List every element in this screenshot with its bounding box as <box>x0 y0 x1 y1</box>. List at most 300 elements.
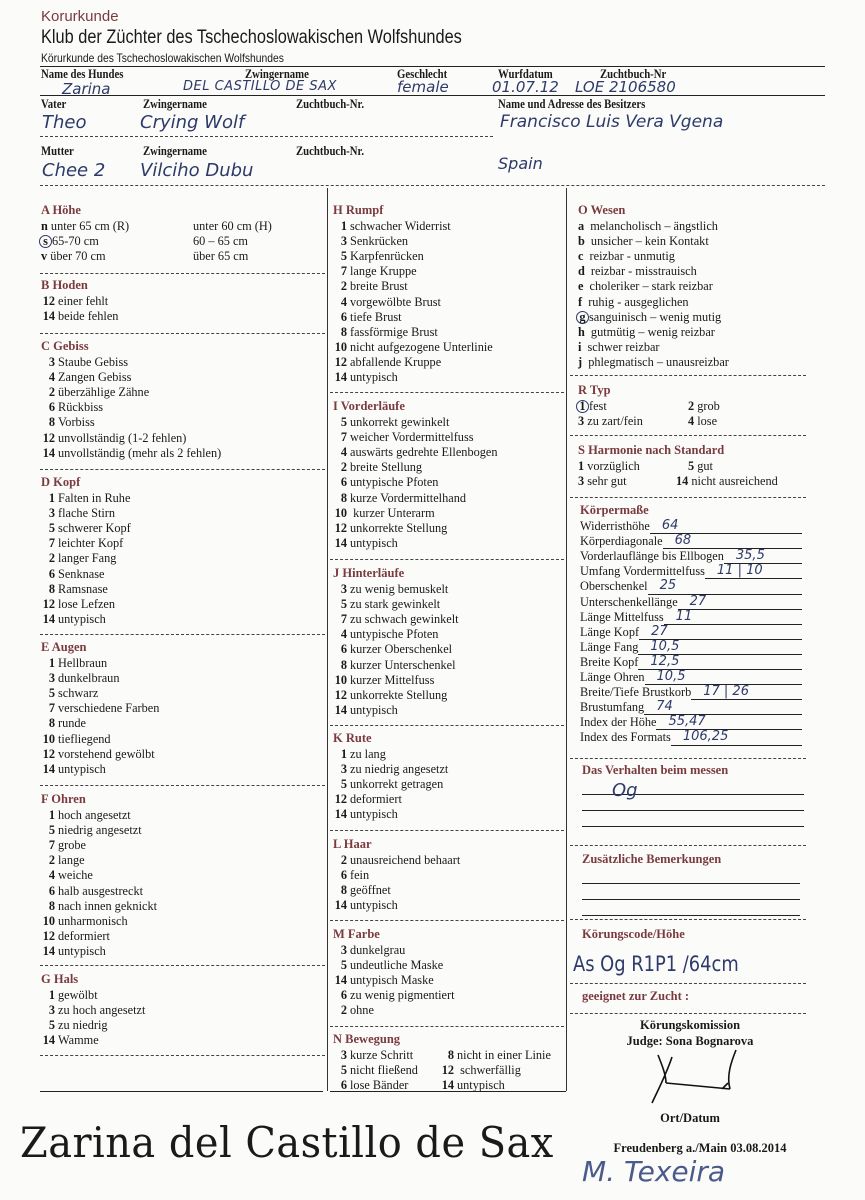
option-text: Falten in Ruhe <box>58 491 131 506</box>
option-item[interactable] <box>41 808 157 823</box>
option-item[interactable] <box>333 310 493 325</box>
measurement-label: Index der Höhe <box>580 715 657 730</box>
option-item[interactable] <box>41 536 131 551</box>
option-item[interactable] <box>41 823 157 838</box>
option-item[interactable] <box>333 264 493 279</box>
option-item[interactable] <box>333 1003 455 1018</box>
measurement-field[interactable] <box>648 578 802 595</box>
option-item[interactable] <box>333 688 459 703</box>
option-text: überzählige Zähne <box>58 385 150 400</box>
option-item[interactable] <box>578 295 729 310</box>
father-name-value: Theo <box>42 112 87 133</box>
section-divider <box>330 1026 564 1027</box>
option-text: unvollständig (mehr als 2 fehlen) <box>58 445 222 460</box>
measurement-label: Länge Mittelfuss <box>580 609 664 624</box>
option-item[interactable] <box>333 295 493 310</box>
option-text: nicht fließend <box>350 1063 418 1078</box>
measurement-field[interactable] <box>671 729 802 746</box>
option-item[interactable] <box>333 792 448 807</box>
option-code: 5 <box>340 597 347 612</box>
measurement-value: 10,5 <box>650 638 680 654</box>
option-text: halb ausgestreckt <box>58 883 144 898</box>
option-item[interactable] <box>41 988 145 1003</box>
option-item[interactable] <box>333 958 455 973</box>
measurement-label: Länge Fang <box>580 639 639 654</box>
option-item[interactable] <box>333 234 493 249</box>
measurement-value: 27 <box>689 593 707 609</box>
option-item[interactable] <box>578 310 729 325</box>
option-item[interactable] <box>333 777 448 792</box>
option-text: reizbar - unmutig <box>589 249 675 264</box>
option-item[interactable] <box>333 325 493 340</box>
owner-name-value: Francisco Luis Vera Vgena <box>500 112 724 132</box>
option-text: ruhig - ausgeglichen <box>588 294 689 309</box>
option-item[interactable] <box>578 264 729 279</box>
option-code: 1 <box>48 491 55 506</box>
column-divider-right <box>566 188 567 1091</box>
document-subtitle: Körurkunde des Tschechoslowakischen Wolfshundes <box>41 51 284 65</box>
option-item[interactable] <box>333 943 455 958</box>
option-item[interactable] <box>333 807 448 822</box>
measurement-value: 12,5 <box>650 653 680 669</box>
option-code: 12 <box>42 294 55 309</box>
option-item[interactable] <box>333 460 498 475</box>
measurement-field[interactable] <box>664 608 802 625</box>
measurement-row <box>580 564 805 579</box>
section-divider <box>570 375 806 376</box>
option-code: e <box>578 279 584 294</box>
option-item[interactable] <box>578 279 729 294</box>
option-code: n <box>41 219 48 234</box>
measurement-row <box>580 549 805 564</box>
option-code: 5 <box>48 1018 55 1033</box>
option-code: 4 <box>340 627 347 642</box>
option-item[interactable] <box>578 325 729 340</box>
section-divider <box>330 559 564 560</box>
option-text: einer fehlt <box>58 294 109 309</box>
measurement-row <box>580 715 805 730</box>
option-item[interactable] <box>333 868 460 883</box>
measurement-row <box>580 640 805 655</box>
document-type-label: Korurkunde <box>41 8 119 25</box>
option-text: lange <box>58 853 85 868</box>
option-item[interactable] <box>578 249 729 264</box>
option-text: unter 65 cm (R) <box>50 219 130 234</box>
option-code: 2 <box>340 1003 347 1018</box>
option-item[interactable] <box>41 914 157 929</box>
option-item[interactable] <box>41 521 131 536</box>
option-code: 5 <box>688 459 695 474</box>
option-text: vorzüglich <box>587 459 640 474</box>
option-text: dunkelgrau <box>350 943 406 958</box>
measurement-label: Unterschenkellänge <box>580 594 678 609</box>
option-code: v <box>41 249 48 264</box>
section-divider <box>40 965 325 966</box>
option-text: über 65 cm <box>193 249 249 264</box>
option-item[interactable] <box>578 234 729 249</box>
option-item[interactable] <box>333 415 498 430</box>
option-code: 5 <box>340 249 347 264</box>
option-code: 3 <box>48 671 55 686</box>
section-title: L Haar <box>333 837 372 851</box>
mother-label: Mutter <box>41 144 74 158</box>
option-code: 12 <box>42 596 55 611</box>
option-item[interactable] <box>41 415 221 430</box>
option-text: nicht aufgezogene Unterlinie <box>350 339 493 354</box>
section-forelegs <box>333 399 498 551</box>
measurement-row <box>580 579 805 594</box>
measurement-label: Körperdiagonale <box>580 534 663 549</box>
option-item[interactable] <box>41 732 159 747</box>
option-code: 6 <box>48 566 55 581</box>
option-item[interactable] <box>41 868 157 883</box>
option-item[interactable] <box>333 883 460 898</box>
option-item[interactable] <box>333 627 459 642</box>
option-code: a <box>578 219 585 234</box>
option-code: 14 <box>334 898 347 913</box>
option-code: 5 <box>340 1063 347 1078</box>
option-item[interactable] <box>333 988 455 1003</box>
option-text: untypisch <box>58 943 106 958</box>
option-code: 1 <box>48 988 55 1003</box>
option-item[interactable] <box>41 355 221 370</box>
option-code: 5 <box>48 686 55 701</box>
option-item[interactable] <box>41 567 131 582</box>
measurement-value: 35,5 <box>735 548 765 564</box>
measurement-field[interactable] <box>650 518 802 534</box>
option-code: 3 <box>578 414 585 429</box>
circled-selection-mark <box>39 235 52 248</box>
option-text: phlegmatisch – unausreizbar <box>588 354 729 369</box>
option-item[interactable] <box>41 762 159 777</box>
option-text: unter 60 cm (H) <box>193 219 272 234</box>
option-text: kurzer Oberschenkel <box>350 642 453 657</box>
option-item[interactable] <box>333 673 459 688</box>
section-testicles <box>41 278 118 324</box>
option-code: 7 <box>340 430 347 445</box>
option-code: 3 <box>340 762 347 777</box>
code-value: As Og R1P1 /64cm <box>573 952 739 976</box>
option-code: 6 <box>48 883 55 898</box>
section-title: D Kopf <box>41 475 81 489</box>
option-text: kurzer Unterarm <box>350 505 435 520</box>
option-item[interactable] <box>41 446 221 461</box>
circled-selection-mark <box>576 311 589 324</box>
option-item[interactable] <box>333 597 459 612</box>
option-text: unkorrekte Stellung <box>350 520 448 535</box>
option-item[interactable] <box>333 279 493 294</box>
option-text: weiche <box>58 868 93 883</box>
option-item[interactable] <box>41 400 221 415</box>
option-code: 6 <box>340 1078 347 1093</box>
option-item[interactable] <box>41 686 159 701</box>
option-text: unsicher – kein Kontakt <box>590 234 709 249</box>
measurement-value: 17 | 26 <box>703 684 749 700</box>
option-text: gutmütig – wenig reizbar <box>590 324 715 339</box>
option-item[interactable] <box>333 973 455 988</box>
option-text: schwacher Widerrist <box>350 219 451 234</box>
section-divider <box>570 919 806 920</box>
option-item[interactable] <box>333 658 459 673</box>
measurement-row <box>580 655 805 670</box>
option-code: 14 <box>334 535 347 550</box>
section-divider <box>570 1013 806 1014</box>
option-code: 6 <box>340 309 347 324</box>
option-text: deformiert <box>58 928 110 943</box>
dog-birth-value: 01.07.12 <box>492 78 559 96</box>
place-date-label: Ort/Datum <box>660 1111 720 1125</box>
option-code: 2 <box>48 551 55 566</box>
section-eyes <box>41 640 159 777</box>
option-code: 1 <box>578 459 585 474</box>
option-text: Senkrücken <box>350 234 409 249</box>
behavior-line[interactable] <box>582 811 804 827</box>
option-item[interactable] <box>41 582 131 597</box>
option-item[interactable] <box>333 340 493 355</box>
option-item[interactable] <box>41 929 157 944</box>
option-text: schwarz <box>58 686 99 701</box>
father-kennel-label: Zwingername <box>143 97 207 111</box>
option-item[interactable] <box>41 385 221 400</box>
option-item[interactable] <box>41 899 157 914</box>
option-item[interactable] <box>333 430 498 445</box>
option-item[interactable] <box>41 431 221 446</box>
measurement-field[interactable] <box>678 593 802 610</box>
option-item[interactable] <box>333 475 498 490</box>
section-remarks <box>582 852 800 916</box>
option-item[interactable] <box>41 853 157 868</box>
mother-studbook-label: Zuchtbuch-Nr. <box>296 144 365 158</box>
option-item[interactable] <box>41 370 221 385</box>
behavior-line[interactable] <box>582 779 804 801</box>
measurement-row <box>580 595 805 610</box>
remarks-line[interactable] <box>582 868 800 884</box>
option-code: 2 <box>340 853 347 868</box>
measurement-value: 55,47 <box>668 714 706 730</box>
option-item[interactable] <box>41 506 131 521</box>
option-text: gut <box>697 459 713 474</box>
option-text: Karpfenrücken <box>350 249 424 264</box>
measurement-row <box>580 534 805 549</box>
measurement-row <box>580 700 805 715</box>
option-code: 6 <box>48 400 55 415</box>
section-breeding <box>582 989 689 1005</box>
option-code: 14 <box>42 943 55 958</box>
option-code: 5 <box>340 958 347 973</box>
option-code: 7 <box>48 536 55 551</box>
section-divider <box>570 758 806 759</box>
option-code: 10 <box>42 731 55 746</box>
option-item[interactable] <box>41 747 159 762</box>
club-title: Klub der Züchter des Tschechoslowakischen Wolfshundes <box>41 27 462 48</box>
option-item[interactable] <box>333 445 498 460</box>
measurement-field[interactable] <box>691 684 802 700</box>
option-item[interactable] <box>41 309 118 324</box>
option-code: 5 <box>48 521 55 536</box>
dog-row-rule <box>40 95 825 96</box>
option-text: sehr gut <box>587 474 627 489</box>
mother-kennel-value: Vilciho Dubu <box>140 160 254 181</box>
option-text: kurzer Mittelfuss <box>350 672 435 687</box>
section-type <box>578 383 720 429</box>
option-code: 3 <box>48 1003 55 1018</box>
measurement-value: 11 | 10 <box>716 563 763 579</box>
section-divider <box>40 1055 325 1056</box>
behavior-value: Og <box>612 780 638 801</box>
section-title: B Hoden <box>41 278 88 292</box>
option-text: lose Lefzen <box>58 596 116 611</box>
option-code: 4 <box>48 370 55 385</box>
option-code: 3 <box>48 506 55 521</box>
option-text: zu stark gewinkelt <box>350 597 441 612</box>
dog-full-name-banner: Zarina del Castillo de Sax <box>20 1118 554 1167</box>
option-text: runde <box>58 716 86 731</box>
option-item[interactable] <box>41 701 159 716</box>
option-text: nicht in einer Linie <box>457 1048 551 1063</box>
option-item[interactable] <box>41 656 159 671</box>
dog-kennel-value: DEL CASTILLO DE SAX <box>183 79 337 94</box>
section-teeth <box>41 339 221 461</box>
option-code: 12 <box>334 792 347 807</box>
option-item[interactable] <box>333 219 493 234</box>
option-code: 12 <box>334 354 347 369</box>
option-text: verschiedene Farben <box>58 701 160 716</box>
option-text: untypisch Maske <box>350 973 434 988</box>
option-item[interactable] <box>41 551 131 566</box>
father-kennel-value: Crying Wolf <box>140 112 245 133</box>
option-item[interactable] <box>333 355 493 370</box>
section-title: geeignet zur Zucht : <box>582 989 690 1003</box>
option-text: zu wenig bemuskelt <box>350 582 449 597</box>
measurement-value: 68 <box>674 533 692 549</box>
option-item[interactable] <box>41 1033 145 1048</box>
section-title: R Typ <box>578 383 611 397</box>
option-item[interactable] <box>333 612 459 627</box>
second-signature: M. Texeira <box>582 1155 726 1188</box>
option-code: 8 <box>48 716 55 731</box>
measurement-field[interactable] <box>663 533 802 549</box>
option-text: breite Stellung <box>350 460 423 475</box>
section-title: S Harmonie nach Standard <box>578 443 725 457</box>
measurement-row <box>580 610 805 625</box>
section-divider <box>330 830 564 831</box>
option-item[interactable] <box>41 612 131 627</box>
option-text: unausreichend behaart <box>350 853 461 868</box>
option-text: fein <box>350 868 370 883</box>
option-item[interactable] <box>578 340 729 355</box>
option-item[interactable] <box>333 762 448 777</box>
option-text: zu lang <box>350 747 386 762</box>
option-text: tiefliegend <box>58 731 111 746</box>
option-item[interactable] <box>333 747 448 762</box>
option-item[interactable] <box>333 703 459 718</box>
option-item[interactable] <box>333 898 460 913</box>
option-text: zu schwach gewinkelt <box>350 612 459 627</box>
option-item[interactable] <box>333 582 459 597</box>
dog-birth-label: Wurfdatum <box>498 67 553 81</box>
option-text: fest <box>589 399 607 414</box>
left-column-bottom-rule <box>40 1091 323 1092</box>
option-code: 6 <box>340 868 347 883</box>
option-item[interactable] <box>41 884 157 899</box>
section-height <box>41 203 272 264</box>
option-item[interactable] <box>333 491 498 506</box>
option-text: Wamme <box>58 1033 99 1048</box>
section-title: C Gebiss <box>41 339 89 353</box>
option-code: 2 <box>688 399 695 414</box>
section-title: J Hinterläufe <box>333 566 405 580</box>
option-item[interactable] <box>41 944 157 959</box>
option-text: auswärts gedrehte Ellenbogen <box>350 445 498 460</box>
remarks-line[interactable] <box>582 900 800 916</box>
option-item[interactable] <box>578 219 729 234</box>
option-item[interactable] <box>41 597 131 612</box>
option-item[interactable] <box>333 249 493 264</box>
option-text: Hellbraun <box>58 656 108 671</box>
option-item[interactable] <box>41 716 159 731</box>
section-title: Zusätzliche Bemerkungen <box>582 852 722 866</box>
option-text: nach innen geknickt <box>58 898 158 913</box>
judge-signature <box>640 1045 750 1105</box>
option-text: untypisch <box>58 611 106 626</box>
option-text: langer Fang <box>58 551 117 566</box>
option-item[interactable] <box>333 506 498 521</box>
option-code: 14 <box>441 1078 454 1093</box>
option-text: abfallende Kruppe <box>350 354 442 369</box>
option-item[interactable] <box>333 853 460 868</box>
option-text: breite Brust <box>350 279 408 294</box>
option-item[interactable] <box>41 838 157 853</box>
option-code: 14 <box>334 370 347 385</box>
option-code: 12 <box>334 687 347 702</box>
section-title: K Rute <box>333 731 372 745</box>
option-item[interactable] <box>333 370 493 385</box>
section-divider <box>570 497 806 498</box>
option-item[interactable] <box>41 671 159 686</box>
section-title: Körungscode/Höhe <box>582 927 685 941</box>
option-text: unvollständig (1-2 fehlen) <box>58 430 187 445</box>
option-text: zu niedrig <box>58 1018 108 1033</box>
measurement-field[interactable] <box>705 563 802 579</box>
section-divider <box>330 725 564 726</box>
option-text: beide fehlen <box>58 309 119 324</box>
measurement-field[interactable] <box>656 714 802 730</box>
option-item[interactable] <box>41 491 131 506</box>
option-text: vorgewölbte Brust <box>350 294 441 309</box>
option-item[interactable] <box>333 642 459 657</box>
option-item[interactable] <box>41 294 118 309</box>
option-text: geöffnet <box>350 883 391 898</box>
option-text: lose <box>697 414 718 429</box>
section-divider <box>40 785 325 786</box>
option-code: 14 <box>334 973 347 988</box>
option-text: schwerfällig <box>457 1063 521 1078</box>
option-item[interactable] <box>333 521 498 536</box>
measurement-label: Umfang Vordermittelfuss <box>580 564 705 579</box>
option-code: 3 <box>340 234 347 249</box>
option-code: 7 <box>48 701 55 716</box>
option-code: 1 <box>340 747 347 762</box>
remarks-line[interactable] <box>582 884 800 900</box>
option-code: 6 <box>340 988 347 1003</box>
option-text: fassförmige Brust <box>350 324 438 339</box>
option-item[interactable] <box>41 1003 145 1018</box>
measurement-label: Breite Kopf <box>580 654 639 669</box>
option-item[interactable] <box>41 1018 145 1033</box>
option-item[interactable] <box>333 536 498 551</box>
option-text: zu zart/fein <box>587 414 643 429</box>
option-item[interactable] <box>578 355 729 370</box>
